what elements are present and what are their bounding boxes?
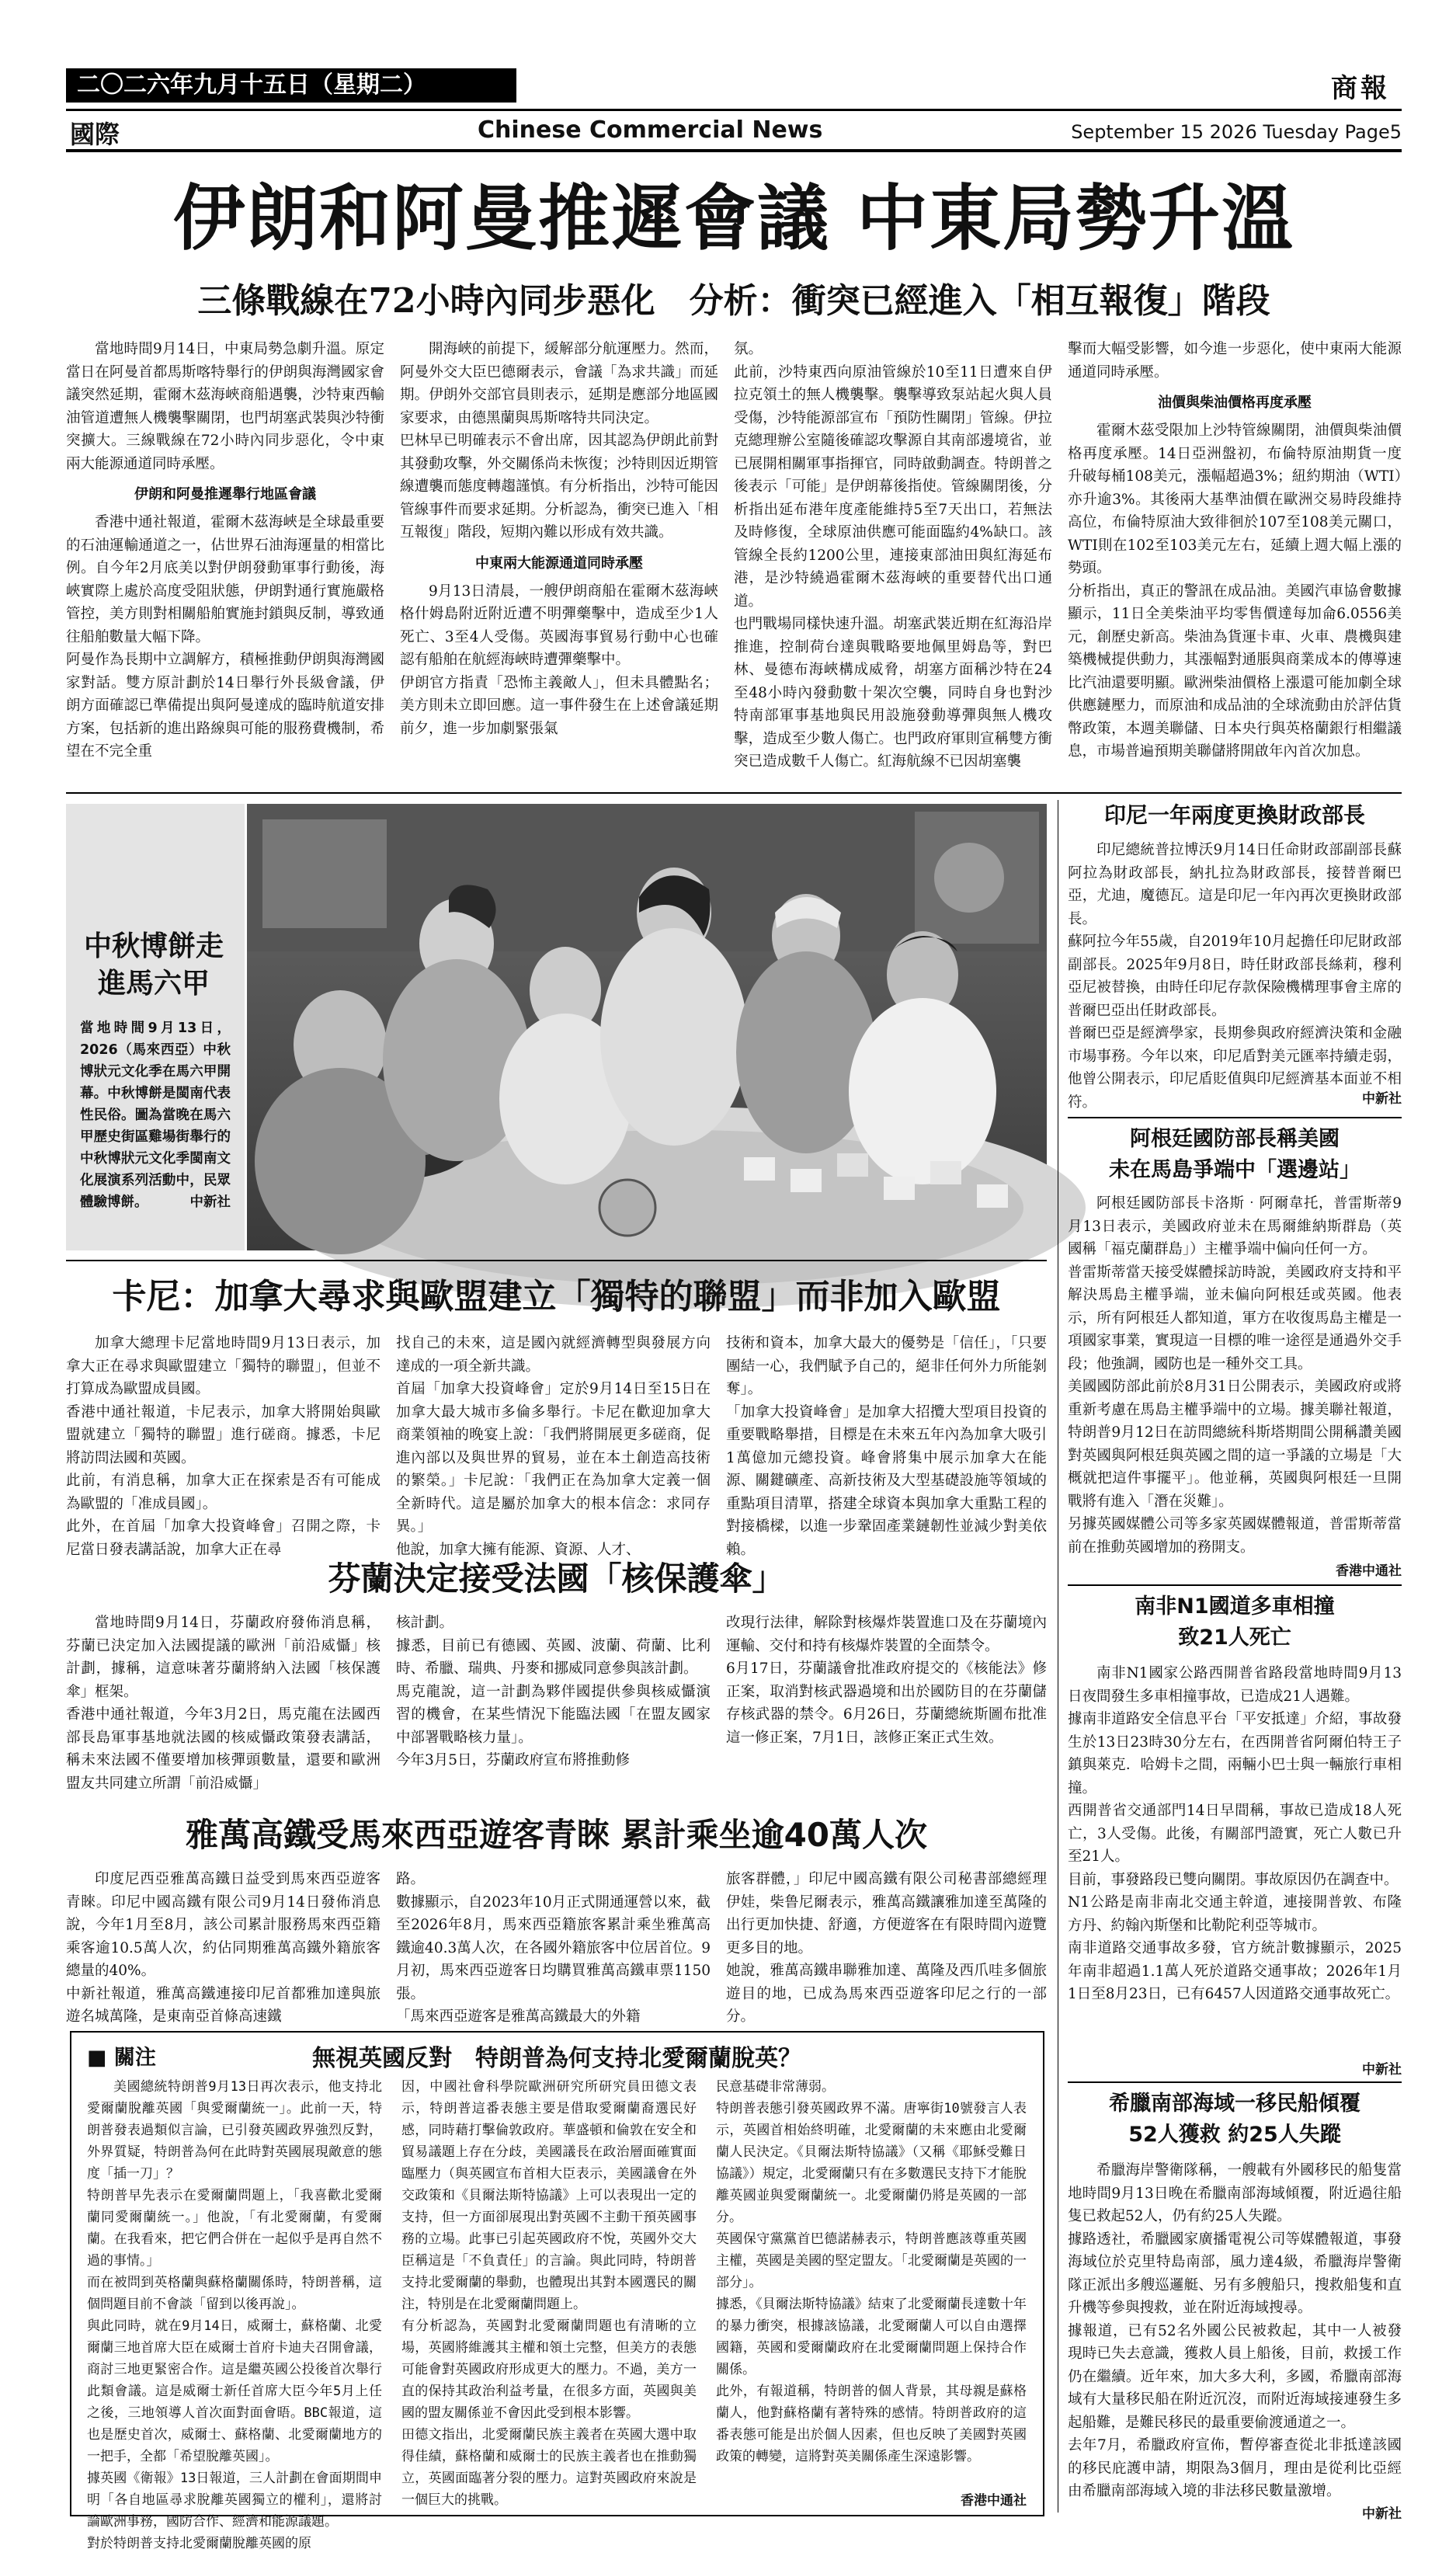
focus-paragraph: 美國總統特朗普9月13日再次表示，他支持北愛爾蘭脫離英國「與愛爾蘭統一」。此前一天，特朗普發表過類似言論，已引發英國政界強烈反對，外界質疑，特朗普為何在此時對英國展現敵意的態度「插一刀」？ 特朗普早先表示在愛爾蘭問題上，「我喜歡北愛爾蘭同愛爾蘭統一。」他說，「有北愛爾蘭，有愛爾蘭。在我看來，把它們合併在一起似乎是再自然不過的事情。」 而在被問到英格蘭與蘇格蘭關係時，特朗普稱，這個問題目前不會談「留到以後再說」。 與此同時，就在9月14日，威爾士，蘇格蘭、北愛爾蘭三地首席大臣在威爾士首府卡迪夫召開會議，商討三地更緊密合作。這是繼英國公投後首次舉行此類會議。這是威爾士新任首席大臣今年5月上任之後，三地領導人首次面對面會晤。BBC報道，這也是歷史首次，威爾士、蘇格蘭、北愛爾蘭地方的一把手，全都「希望脫離英國」。 據英國《衛報》13日報道，三人計劃在會面期間申明「各自地區尋求脫離英國獨立的權利」，還將討論歐洲事務，國防合作、經濟和能源議題。 對於特朗普支持北愛爾蘭脫離英國的原 — [87, 2079, 382, 2551]
lead-paragraph: 霍爾木茲受限加上沙特管線關閉，油價與柴油價格再度承壓。14日亞洲盤初，布倫特原油期貨一度升破每桶108美元，漲幅超過3%；紐約期油（WTI）亦升逾3%。其後兩大基準油價在歐洲交易時段維持高位，布倫特原油大致徘徊於107至108美元關口，WTI則在102至103美元左右，延續上週大幅上漲的勢頭。 分析指出，真正的警訊在成品油。美國汽車協會數據顯示，11日全美柴油平均零售價達每加侖6.0556美元，創歷史新高。柴油為貨運卡車、火車、農機與建築機械提供動力，其漲幅對通脹與商業成本的傳導速比汽油還要明顯。歐洲柴油價格上漲還可能加劇全球供應鏈壓力，而原油和成品油的全球流動由於評估貨幣政策，本週美聯儲、日本央行與英格蘭銀行相繼議息，市場普遍預期美聯儲將開啟年內首次加息。 — [1068, 423, 1402, 760]
finland-headline: 芬蘭決定接受法國「核保護傘」 — [328, 1560, 785, 1598]
south-africa-credit: 中新社 — [1362, 2062, 1402, 2078]
canada-col-2 — [396, 1332, 711, 1558]
greece-headline-2: 52人獲救 約25人失蹤 — [1128, 2123, 1341, 2147]
lead-headline: 伊朗和阿曼推遲會議 中東局勢升溫 — [172, 177, 1295, 260]
canada-paragraph: 加拿大總理卡尼當地時間9月13日表示，加拿大正在尋求與歐盟建立「獨特的聯盟」，但並不打算成為歐盟成員國。 香港中通社報道，卡尼表示，加拿大將開始與歐盟就建立「獨特的聯盟」進行磋商。據悉，卡尼將訪問法國和英國。 此前，有消息稱，加拿大正在探索是否有可能成為歐盟的「准成員國」。 此外，在首屆「加拿大投資峰會」召開之際，卡尼當日發表講話說，加拿大正在尋 — [66, 1335, 381, 1558]
south-africa-headline-1: 南非N1國道多車相撞 — [1135, 1594, 1335, 1619]
jakarta-paragraph: 路。 數據顯示，自2023年10月正式開通運營以來，截至2026年8月，馬來西亞籍旅客累計乘坐雅萬高鐵逾40.3萬人次，在各國外籍旅客中位居首位。9月初，馬來西亞遊客日均購買雅萬高鐵車票1150張。 「馬來西亞遊客是雅萬高鐵最大的外籍 — [396, 1871, 711, 2025]
south-africa-story — [1068, 1662, 1402, 2050]
finland-paragraph: 當地時間9月14日，芬蘭政府發佈消息稱，芬蘭已決定加入法國提議的歐洲「前沿威懾」核計劃，據稱，這意味著芬蘭將納入法國「核保護傘」框架。 香港中通社報道，今年3月2日，馬克龍在法國西部長島軍事基地就法國的核威懾政策發表講話，稱未來法國不僅要增加核彈頭數量，還要和歐洲盟友共同建立所謂「前沿威懾」 — [66, 1615, 381, 1792]
lead-subheadline: 三條戰線在72小時內同步惡化 分析：衝突已經進入「相互報復」階段 — [197, 281, 1270, 321]
mid-autumn-photo — [247, 804, 1047, 1250]
photo-story-caption: 當地時間9月13日，2026（馬來西亞）中秋博狀元文化季在馬六甲開幕。中秋博餅是閩南代表性民俗。圖為當晚在馬六甲歷史街區雞場街舉行的中秋博狀元文化季閩南文化展演系列活動中，民眾體驗博餅。 中新社 — [80, 1017, 231, 1213]
canada-headline: 卡尼：加拿大尋求與歐盟建立「獨特的聯盟」而非加入歐盟 — [112, 1277, 1001, 1316]
section-label: 國際 — [70, 120, 120, 149]
argentina-story — [1068, 1192, 1402, 1556]
lead-col-1 — [66, 338, 384, 769]
lead-paragraph: 擊而大幅受影響，如今進一步惡化，使中東兩大能源通道同時承壓。 — [1068, 341, 1402, 381]
argentina-headline-2: 未在馬島爭端中「選邊站」 — [1109, 1158, 1360, 1182]
argentina-headline-1: 阿根廷國防部長稱美國 — [1130, 1127, 1340, 1151]
finland-col-1 — [66, 1612, 381, 1806]
lead-paragraph: 氛。 此前，沙特東西向原油管線於10至11日遭來自伊拉克領土的無人機襲擊。襲擊導致泵站起火與人員受傷，沙特能源部宣布「預防性關閉」管線。伊拉克總理辦公室隨後確認攻擊源自其南部邊境省，並已展開相關軍事指揮官，同時啟動調查。特朗普之後表示「可能」是伊朗幕後指使。管線關閉後，分析指出延布港年度產能維持5至7天出口，若無法及時修復，全球原油供應可能面臨約4%缺口。該管線全長約1200公里，連接東部油田與紅海延布港，是沙特繞過霍爾木茲海峽的重要替代出口通道。 也門戰場同樣快速升溫。胡塞武裝近期在紅海沿岸推進，控制荷台達與戰略要地佩里姆島等，對巴林、曼德布海峽構成威脅，胡塞方面稱沙特在24至48小時內發動數十架次空襲，同時自身也對沙特南部軍事基地與民用設施發動導彈與無人機攻擊，造成至少數人傷亡。也門政府軍則宣稱雙方衝突已造成數千人傷亡。紅海航線不已因胡塞襲 — [734, 341, 1052, 770]
date-banner — [66, 68, 516, 103]
lead-paragraph: 香港中通社報道，霍爾木茲海峽是全球最重要的石油運輸通道之一，佔世界石油海運量的相當比例。自今年2月底美以對伊朗發動軍事行動後，海峽實際上處於高度受阻狀態，伊朗對通行實施嚴格管控，美方則對相關船舶實施封鎖與反制，導致通往船舶數量大幅下降。 阿曼作為長期中立調解方，積極推動伊朗與海灣國家對話。雙方原計劃於14日舉行外長級會議，伊朗方面確認已準備提出與阿曼達成的臨時航道安排方案，包括新的進出路線與可能的服務費機制，希望在不完全重 — [66, 514, 384, 760]
lead-bottom-rule — [66, 792, 1402, 794]
canada-col-1 — [66, 1332, 381, 1558]
lead-subhead: 伊朗和阿曼推遲舉行地區會議 — [134, 486, 316, 503]
argentina-body: 阿根廷國防部長卡洛斯‧阿爾韋托，普雷斯蒂9月13日表示，美國政府並未在馬爾維納斯群島（英國稱「福克蘭群島」）主權爭端中偏向任何一方。 普雷斯蒂當天接受媒體採訪時說，美國政府支持和平解決馬島主權爭端，並未偏向阿根廷或英國。他表示，所有阿根廷人都知道，軍方在收復馬島主權是一項國家事業，實現這一目標的唯一途徑是通過外交手段；他強調，國防也是一種外交工具。 美國國防部此前於8月31日公開表示，美國政府或將重新考慮在馬島主權爭端中的立場。據美聯社報道，特朗普9月12日在訪問總統科斯塔期間公開稱讚美國對英國與阿根廷與英國之間的這一爭議的立場是「大概就把這件事擺平」。他並稱，英國與阿根廷一旦開戰將有進入「潛在災難」。 另據英國媒體公司等多家英國媒體報道，普雷斯蒂當前在推動英國增加的務開支。 — [1068, 1195, 1402, 1556]
focus-headline: 無視英國反對 特朗普為何支持北愛爾蘭脫英？ — [312, 2045, 801, 2072]
greece-story — [1068, 2159, 1402, 2501]
finland-paragraph: 核計劃。 據悉，目前已有德國、英國、波蘭、荷蘭、比利時、希臘、瑞典、丹麥和挪威同意參與該計劃。 馬克龍說，這一計劃為夥伴國提供參與核威懾演習的機會，在某些情況下能臨法國「在盟友國家中部署戰略核力量」。 今年3月5日，芬蘭政府宣布將推動修 — [396, 1615, 711, 1768]
focus-paragraph: 民意基礎非常薄弱。 特朗普表態引發英國政界不滿。唐寧街10號發言人表示，英國首相始終明確，北愛爾蘭的未來應由北愛爾蘭人民決定。《貝爾法斯特協議》（又稱《耶穌受難日協議》）規定，北愛爾蘭只有在多數選民支持下才能脫離英國並與愛爾蘭統一。北愛爾蘭仍將是英國的一部分。 英國保守黨黨首巴德諾赫表示，特朗普應該尊重英國主權，英國是美國的堅定盟友。「北愛爾蘭是英國的一部分」。 據悉，《貝爾法斯特協議》結束了北愛爾蘭長達數十年的暴力衝突，根據該協議，北愛爾蘭人可以自由選擇國籍，英國和愛爾蘭政府在北愛爾蘭問題上保持合作關係。 此外，有報道稱，特朗普的個人背景，其母親是蘇格蘭人，他對蘇格蘭有著特殊的感情。特朗普政府的這番表態可能是出於個人因素，但也反映了美國對英國政策的轉變，這將對英美關係產生深遠影響。 — [716, 2079, 1027, 2464]
masthead — [66, 62, 1402, 159]
jakarta-paragraph: 旅客群體，」印尼中國高鐵有限公司秘書部總經理伊娃，柴鲁尼爾表示，雅萬高鐵讓雅加達至萬隆的出行更加快捷、舒適，方便遊客在有限時間內遊覽更多目的地。 她說，雅萬高鐵串聯雅加達、萬隆及西爪哇多個旅遊目的地，已成為馬來西亞遊客印尼之行的一部分。 — [726, 1871, 1047, 2025]
jakarta-col-1 — [66, 1868, 381, 2023]
paper-name-cn: 商報 — [1331, 73, 1390, 104]
focus-box — [70, 2031, 1044, 2551]
canada-paragraph: 找自己的未來，這是國內就經濟轉型與發展方向達成的一項全新共識。 首屆「加拿大投資峰會」定於9月14日至15日在加拿大最大城市多倫多舉行。卡尼在歡迎加拿大商業領袖的晚宴上說：「我們將開展更多磋商，促進內部以及與世界的貿易，並在本土創造高技術的繁榮。」卡尼說：「我們正在為加拿大定義一個全新時代。這是屬於加拿大的根本信念：求同存異。」 他說，加拿大擁有能源、資源、人才、 — [396, 1335, 711, 1558]
focus-col-1 — [87, 2076, 382, 2551]
lead-col-4 — [1068, 338, 1402, 769]
focus-col-3 — [716, 2076, 1027, 2484]
focus-tag: ■ 關注 — [87, 2046, 156, 2070]
indonesia-credit: 中新社 — [1362, 1091, 1402, 1107]
greece-body: 希臘海岸警衛隊稱，一艘載有外國移民的船隻當地時間9月13日晚在希臘南部海域傾覆，附近過往船隻已救起52人，仍有約25人失蹤。 據路透社，希臘國家廣播電視公司等媒體報道，事發海域位於克里特島南部，風力達4級，希臘海岸警衛隊正派出多艘巡邏艇、另有多艘船只，搜救船隻和直升機等參與搜救，並在附近海域搜尋。 據報道，已有52名外國公民被救起，其中一人被發現時已失去意識，獲救人員上船後，目前，救援工作仍在繼續。近年來，加大多大利，多國，希臘南部海域有大量移民船在附近沉沒，而附近海域接連發生多起船難，是難民移民的最重要偷渡通道之一。 去年7月，希臘政府宣佈，暫停審查從北非抵達該國的移民庇護申請，期限為3個月，理由是從利比亞經由希臘南部海域入境的非法移民數量激增。 — [1068, 2162, 1402, 2499]
masthead-top-rule — [66, 109, 1402, 111]
lead-col-2 — [400, 338, 718, 769]
argentina-credit: 香港中通社 — [1336, 1563, 1402, 1579]
masthead-bottom-rule — [66, 149, 1402, 152]
focus-credit: 香港中通社 — [961, 2493, 1027, 2509]
greece-credit: 中新社 — [1362, 2506, 1402, 2522]
jakarta-col-3 — [726, 1868, 1047, 2023]
south-africa-body: 南非N1國家公路西開普省路段當地時間9月13日夜間發生多車相撞事故，已造成21人遇難。 據南非道路安全信息平台「平安抵達」介紹，事故發生於13日23時30分左右，在西開普省阿爾伯特王子鎮與萊克．哈姆卡之間，兩輛小巴士與一輛旅行車相撞。 西開普省交通部門14日早間稱，事故已造成18人死亡，3人受傷。此後，有關部門證實，死亡人數已升至21人。 目前，事發路段已雙向關閉。事故原因仍在調查中。 N1公路是南非南北交通主幹道，連接開普敦、布隆方丹、約翰內斯堡和比勒陀利亞等城市。 南非道路交通事故多發，官方統計數據顯示，2025年南非超過1.1萬人死於道路交通事故；2026年1月1日至8月23日，已有6457人因道路交通事故死亡。 — [1068, 1665, 1402, 2002]
lead-subhead: 油價與柴油價格再度承壓 — [1158, 395, 1312, 411]
lead-subhead: 中東兩大能源通道同時承壓 — [475, 555, 643, 572]
photo-story-title: 中秋博餅走進馬六甲 — [83, 930, 224, 1000]
indonesia-body: 印尼總統普拉博沃9月14日任命財政部副部長蘇阿拉為財政部長，納扎拉為財政部長，接替普爾巴亞，尤迪，魔德瓦。這是印尼一年內再次更換財政部長。 蘇阿拉今年55歲，自2019年10月起擔任印尼財政部副部長。2025年9月8日，時任財政部長絲莉，穆利亞尼被替換，由時任印尼存款保險機構理事會主席的普爾巴亞出任財政部長。 普爾巴亞是經濟學家，長期參與政府經濟決策和金融市場事務。今年以來，印尼盾對美元匯率持續走弱，他曾公開表示，印尼盾貶值與印尼經濟基本面並不相符。 — [1068, 842, 1402, 1111]
paper-name-en: Chinese Commercial News — [478, 116, 823, 144]
lead-paragraph: 當地時間9月14日，中東局勢急劇升溫。原定當日在阿曼首都馬斯喀特舉行的伊朗與海灣國家會議突然延期，霍爾木茲海峽商船遇襲，沙特東西輸油管道遭無人機襲擊關閉，也門胡塞武裝與沙特衝突擴大。三線戰線在72小時內同步惡化，令中東兩大能源通道同時承壓。 — [66, 341, 384, 472]
photo-bottom-rule — [66, 1260, 1047, 1261]
greece-headline-1: 希臘南部海域一移民船傾覆 — [1109, 2092, 1360, 2116]
focus-paragraph: 因，中國社會科學院歐洲研究所研究員田德文表示，特朗普這番表態主要是借取愛爾蘭裔選民好感，同時藉打擊倫敦政府。華盛頓和倫敦在安全和貿易議題上存在分歧，美國議長在政治層面確實面臨壓力（與英國宣布首相大臣表示，美國議會在外交政策和《貝爾法斯特協議》上可以表現出一定的支持，但一方面卻展現出對英國不主動干預英國事務的立場。此事已引起英國政府不悅，英國外交大臣稱這是「不負責任」的言論。與此同時，特朗普支持北愛爾蘭的舉動，也體現出其對本國選民的關注，特別是在北愛爾蘭問題上。 有分析認為，英國對北愛爾蘭問題也有清晰的立場，英國將維護其主權和領土完整，但美方的表態可能會對英國政府形成更大的壓力。不過，美方一直的保持其政治利益考量，在很多方面，英國與美國的盟友關係並不會因此受到根本影響。 田德文指出，北愛爾蘭民族主義者在英國大選中取得佳績，蘇格蘭和威爾士的民族主義者也在推動獨立，英國面臨著分裂的壓力。這對英國政府來說是一個巨大的挑戰。 — [401, 2079, 697, 2508]
south-africa-headline-2: 致21人死亡 — [1178, 1626, 1291, 1650]
finland-paragraph: 改現行法律，解除對核爆炸裝置進口及在芬蘭境內運輸、交付和持有核爆炸裝置的全面禁令。 6月17日，芬蘭議會批准政府提交的《核能法》修正案，取消對核武器過境和出於國防目的在芬蘭儲存核武器的禁令。6月26日，芬蘭總統斯圖布批准這一修正案，7月1日，該修正案正式生效。 — [726, 1615, 1047, 1746]
photo-story-credit: 中新社 — [189, 1195, 231, 1210]
lead-paragraph: 9月13日清晨，一艘伊朗商船在霍爾木茲海峽格什姆島附近附近遭不明彈藥擊中，造成至少1人死亡、3至4人受傷。英國海事貿易行動中心也確認有船舶在航經海峽時遭彈藥擊中。 伊朗官方指責「恐怖主義敵人」，但未具體點名；美方則未立即回應。這一事件發生在上述會議延期前夕，進一步加劇緊張氣 — [400, 582, 718, 737]
jakarta-paragraph: 印度尼西亞雅萬高鐵日益受到馬來西亞遊客青睞。印尼中國高鐵有限公司9月14日發佈消息說，今年1月至8月，該公司累計服務馬來西亞籍乘客逾10.5萬人次，約佔同期雅萬高鐵外籍旅客總量的40%。 中新社報道，雅萬高鐵連接印尼首都雅加達與旅遊名城萬隆，是東南亞首條高速鐵 — [66, 1871, 381, 2025]
argentina-bottom-rule — [1068, 1584, 1402, 1586]
indonesia-headline: 印尼一年兩度更換財政部長 — [1103, 802, 1365, 828]
indonesia-story — [1068, 839, 1402, 1111]
canada-paragraph: 技術和資本，加拿大最大的優勢是「信任」，「只要團結一心，我們賦予自己的，絕非任何外力所能剝奪」。 「加拿大投資峰會」是加拿大招攬大型項目投資的重要戰略舉措，目標是在未來五年內為加拿大吸引1萬億加元總投資。峰會將集中展示加拿大在能源、關鍵礦產、高新技術及大型基礎設施等領域的重點項目清單，搭建全球資本與加拿大重點工程的對接橋樑，以進一步鞏固產業鏈韌性並減少對美依賴。 — [726, 1335, 1047, 1558]
date-en: September 15 2026 Tuesday Page5 — [1071, 121, 1402, 143]
canada-col-3 — [726, 1332, 1047, 1558]
jakarta-col-2 — [396, 1868, 711, 2023]
photo-story-caption-box — [66, 804, 245, 1250]
finland-col-3 — [726, 1612, 1047, 1806]
jakarta-rail-headline: 雅萬高鐵受馬來西亞遊客青睞 累計乘坐逾40萬人次 — [185, 1816, 928, 1854]
date-cn: 二〇二六年九月十五日（星期二） — [77, 71, 426, 99]
focus-col-2 — [401, 2076, 697, 2511]
south-africa-bottom-rule — [1068, 2081, 1402, 2083]
indonesia-bottom-rule — [1068, 1117, 1402, 1118]
lead-paragraph: 開海峽的前提下，緩解部分航運壓力。然而，阿曼外交大臣巴德爾表示，會議「為求共識」而延期。伊朗外交部官員則表示，延期是應部分地區國家要求，由德黑蘭與馬斯喀特共同決定。 巴林早已明確表示不會出席，因其認為伊朗此前對其發動攻擊，外交關係尚未恢復；沙特則因近期管線遭襲而態度轉趨謹慎。有分析指出，沙特可能因管線事件而要求延期。分析認為，衝突已進入「相互報復」階段，短期內難以形成有效共識。 — [400, 341, 718, 541]
lead-col-3 — [734, 338, 1052, 769]
finland-col-2 — [396, 1612, 711, 1806]
